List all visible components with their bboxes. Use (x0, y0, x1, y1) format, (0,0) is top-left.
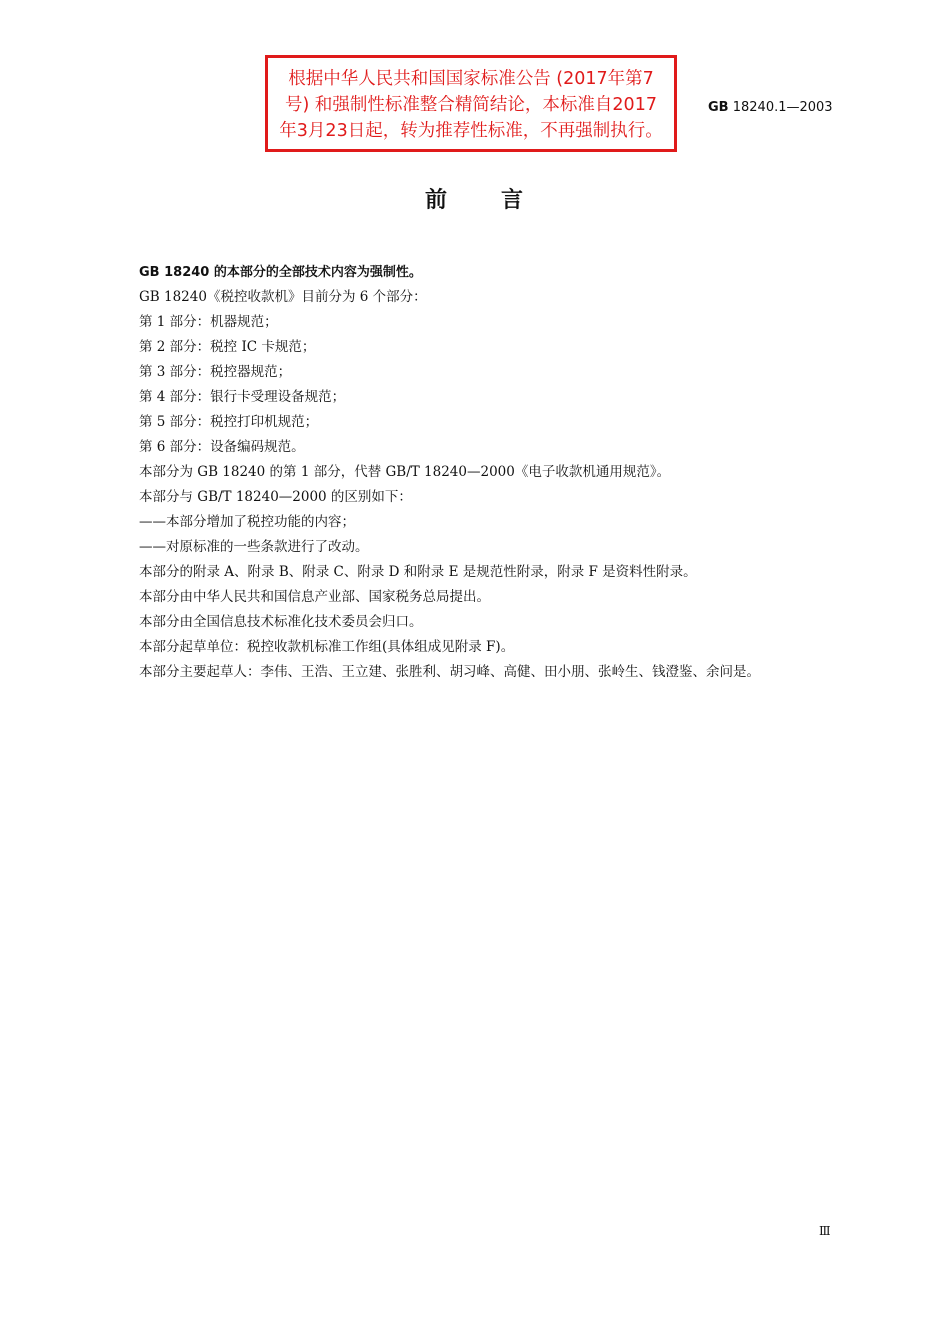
page-title-char-1: 前 (424, 188, 449, 213)
paragraph: 第 4 部分：银行卡受理设备规范； (139, 389, 346, 405)
paragraph: 第 3 部分：税控器规范； (139, 364, 292, 380)
paragraph: ——对原标准的一些条款进行了改动。 (139, 539, 369, 555)
paragraph: 第 5 部分：税控打印机规范； (139, 414, 319, 430)
paragraph: 本部分为 GB 18240 的第 1 部分，代替 GB/T 18240—2000《电子收款机通用规范》。 (139, 464, 671, 480)
document-code-number: 18240.1—2003 (732, 100, 833, 115)
page-number: Ⅲ (819, 1224, 831, 1238)
document-code-prefix: GB (708, 100, 729, 115)
document-code (708, 100, 833, 115)
foreword-body (139, 260, 839, 685)
paragraph: 第 2 部分：税控 IC 卡规范； (139, 339, 316, 355)
paragraph: ——本部分增加了税控功能的内容； (139, 514, 355, 530)
paragraph: GB 18240《税控收款机》目前分为 6 个部分： (139, 289, 427, 305)
notice-box: 根据中华人民共和国国家标准公告 (2017年第7 号) 和强制性标准整合精简结论，本标准自2017 年3月23日起，转为推荐性标准，不再强制执行。 (265, 55, 677, 152)
paragraph: 本部分主要起草人：李伟、王浩、王立建、张胜利、胡习峰、高健、田小朋、张岭生、钱澄鉴、余问是。 (139, 664, 760, 680)
paragraph: 本部分起草单位：税控收款机标准工作组(具体组成见附录 F)。 (139, 639, 515, 655)
page-title-char-2: 言 (501, 188, 526, 213)
paragraph: 第 6 部分：设备编码规范。 (139, 439, 305, 455)
paragraph: 本部分与 GB/T 18240—2000 的区别如下： (139, 489, 412, 505)
paragraph: 本部分的附录 A、附录 B、附录 C、附录 D 和附录 E 是规范性附录，附录 F 是资料性附录。 (139, 564, 697, 580)
paragraph: 第 1 部分：机器规范； (139, 314, 278, 330)
page-title (0, 183, 950, 214)
paragraph: 本部分由全国信息技术标准化技术委员会归口。 (139, 614, 423, 630)
paragraph: 本部分由中华人民共和国信息产业部、国家税务总局提出。 (139, 589, 490, 605)
paragraph: GB 18240 的本部分的全部技术内容为强制性。 (139, 265, 422, 280)
